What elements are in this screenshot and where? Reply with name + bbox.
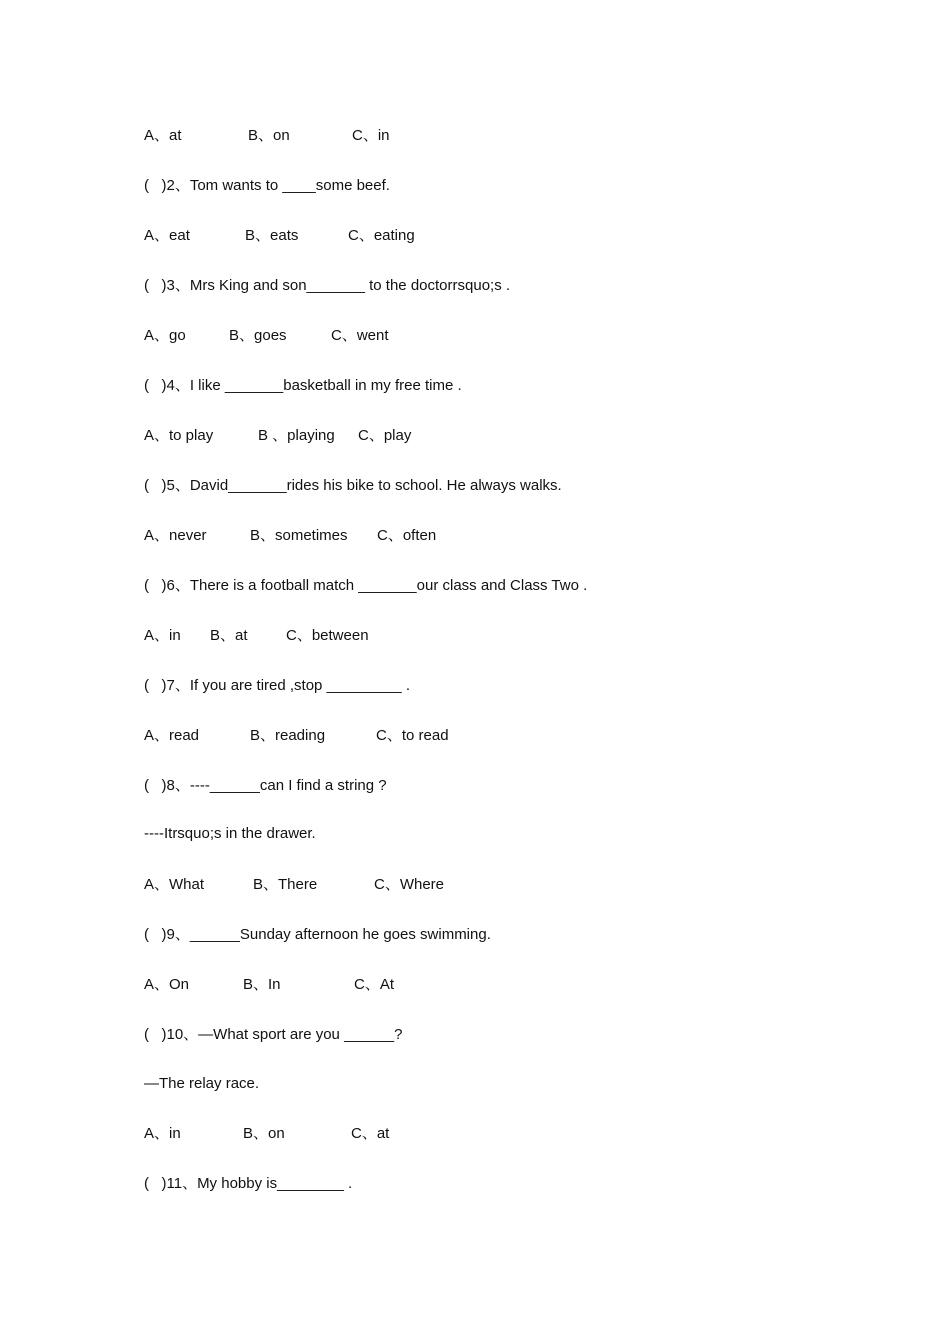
option-b: B、on xyxy=(243,1125,285,1142)
option-c: C、between xyxy=(286,627,369,644)
option-a: A、to play xyxy=(144,427,214,444)
option-b: B、goes xyxy=(229,327,287,344)
question-6: ( )6、There is a football match _______our class and Class Two . xyxy=(144,577,588,594)
question-9: ( )9、______Sunday afternoon he goes swimming. xyxy=(144,926,491,943)
option-b: B、In xyxy=(243,976,281,993)
answer-line: —The relay race. xyxy=(144,1075,260,1092)
option-a: A、go xyxy=(144,327,186,344)
question-3: ( )3、Mrs King and son_______ to the doctorrsquo;s . xyxy=(144,277,511,294)
option-a: A、read xyxy=(144,727,200,744)
option-b: B、There xyxy=(253,876,318,893)
option-a: A、in xyxy=(144,627,181,644)
question-5: ( )5、David_______rides his bike to school. He always walks. xyxy=(144,477,562,494)
option-c: C、at xyxy=(351,1125,390,1142)
question-2: ( )2、Tom wants to ____some beef. xyxy=(144,177,390,194)
option-a: A、What xyxy=(144,876,205,893)
option-c: C、Where xyxy=(374,876,445,893)
question-10: ( )10、—What sport are you ______? xyxy=(144,1026,403,1043)
question-8: ( )8、----______can I find a string ? xyxy=(144,777,387,794)
option-a: A、never xyxy=(144,527,207,544)
answer-line: ----Itrsquo;s in the drawer. xyxy=(144,825,316,842)
option-b: B 、playing xyxy=(258,427,335,444)
option-a: A、On xyxy=(144,976,190,993)
option-b: B、eats xyxy=(245,227,299,244)
option-c: C、often xyxy=(377,527,437,544)
option-b: B、reading xyxy=(250,727,326,744)
option-c: C、went xyxy=(331,327,389,344)
option-b: B、at xyxy=(210,627,248,644)
option-a: A、in xyxy=(144,1125,181,1142)
option-c: C、eating xyxy=(348,227,415,244)
question-11: ( )11、My hobby is________ . xyxy=(144,1175,353,1192)
question-4: ( )4、I like _______basketball in my free time . xyxy=(144,377,462,394)
option-c: C、in xyxy=(352,127,390,144)
option-b: B、sometimes xyxy=(250,527,348,544)
option-c: C、play xyxy=(358,427,412,444)
option-c: C、At xyxy=(354,976,395,993)
option-a: A、at xyxy=(144,127,182,144)
option-a: A、eat xyxy=(144,227,190,244)
option-b: B、on xyxy=(248,127,290,144)
option-c: C、to read xyxy=(376,727,449,744)
question-7: ( )7、If you are tired ,stop _________ . xyxy=(144,677,410,694)
